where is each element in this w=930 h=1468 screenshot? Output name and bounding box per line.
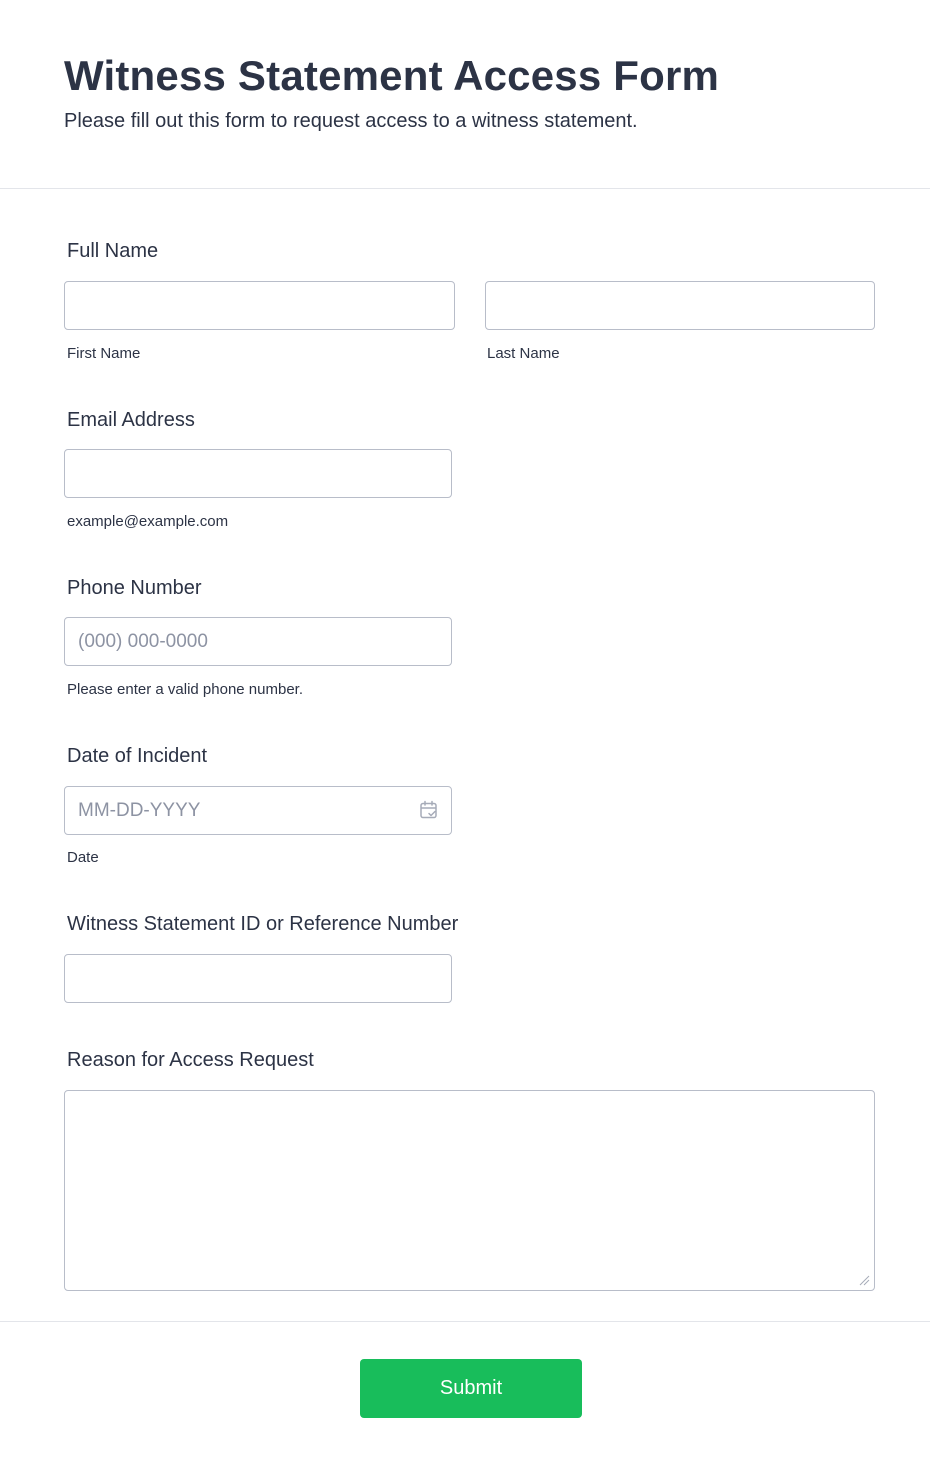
date-sublabel: Date — [67, 849, 99, 866]
reason-label: Reason for Access Request — [67, 1049, 314, 1071]
reference-label: Witness Statement ID or Reference Number — [67, 913, 459, 935]
reference-input[interactable] — [64, 954, 452, 1003]
first-name-input[interactable] — [64, 281, 455, 330]
phone-label: Phone Number — [67, 577, 202, 599]
page-subtitle: Please fill out this form to request access to a witness statement. — [64, 110, 638, 132]
date-label: Date of Incident — [67, 745, 208, 767]
submit-button[interactable]: Submit — [360, 1359, 582, 1418]
last-name-input[interactable] — [485, 281, 875, 330]
email-label: Email Address — [67, 409, 195, 431]
full-name-label: Full Name — [67, 240, 159, 262]
calendar-icon[interactable] — [419, 800, 439, 820]
form-header — [0, 0, 930, 189]
reason-textarea[interactable] — [64, 1090, 875, 1291]
resize-grip-icon[interactable] — [858, 1274, 870, 1286]
date-input[interactable] — [64, 786, 452, 835]
last-name-sublabel: Last Name — [487, 345, 560, 362]
first-name-sublabel: First Name — [67, 345, 141, 362]
page-title: Witness Statement Access Form — [64, 52, 720, 99]
phone-sublabel: Please enter a valid phone number. — [67, 681, 303, 698]
email-sublabel: example@example.com — [67, 513, 229, 530]
email-input[interactable] — [64, 449, 452, 498]
phone-input[interactable] — [64, 617, 452, 666]
footer-divider — [0, 1321, 930, 1322]
